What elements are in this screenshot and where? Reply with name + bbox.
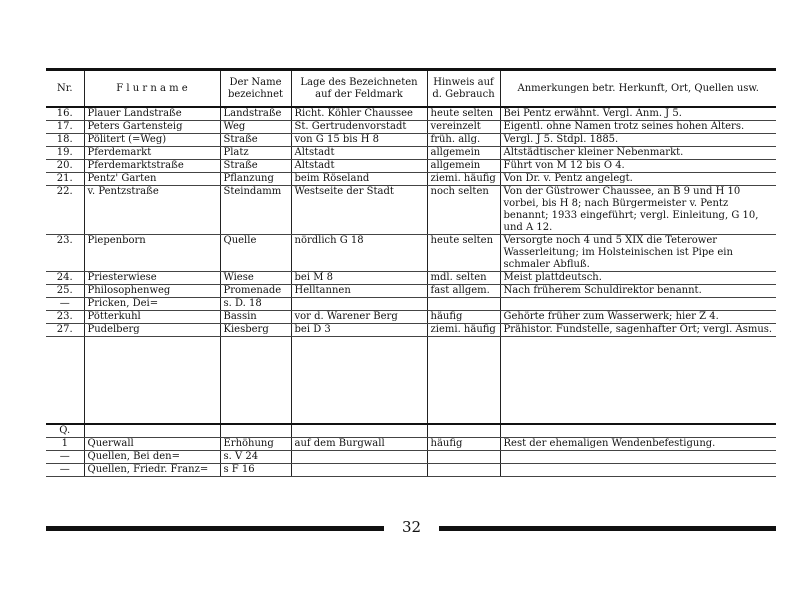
row-bezeichnet: Platz [220,147,291,160]
row-bezeichnet: s. D. 18 [220,298,291,311]
row-lage: Richt. Köhler Chaussee [291,107,427,121]
row-anmerkungen: Vergl. J 5. Stdpl. 1885. [500,134,776,147]
row-bezeichnet: Weg [220,121,291,134]
row-lage: auf dem Burgwall [291,438,427,451]
table-row [46,173,776,186]
table-row [46,285,776,298]
row-anmerkungen: Führt von M 12 bis O 4. [500,160,776,173]
table-row [46,160,776,173]
header-bezeichnet: Der Name bezeichnet [220,71,291,107]
row-anmerkungen: Prähistor. Fundstelle, sagenhafter Ort; vergl. Asmus. [500,324,776,337]
row-nr: 17. [46,121,84,134]
row-flurname: Pudelberg [84,324,220,337]
row-flurname: Pötterkuhl [84,311,220,324]
row-lage: bei D 3 [291,324,427,337]
row-flurname: Pferdemarktstraße [84,160,220,173]
row-flurname: Querwall [84,438,220,451]
row-flurname: Quellen, Friedr. Franz= [84,464,220,477]
row-nr: 20. [46,160,84,173]
row-nr: 25. [46,285,84,298]
row-hinweis: allgemein [427,147,500,160]
row-bezeichnet: Straße [220,160,291,173]
row-nr: — [46,298,84,311]
row-anmerkungen: Meist plattdeutsch. [500,272,776,285]
row-anmerkungen [500,451,776,464]
row-hinweis: häufig [427,438,500,451]
row-bezeichnet: Landstraße [220,107,291,121]
row-hinweis [427,298,500,311]
row-lage [291,298,427,311]
row-hinweis: früh. allg. [427,134,500,147]
row-flurname: Pricken, Dei= [84,298,220,311]
row-hinweis: vereinzelt [427,121,500,134]
row-lage [291,464,427,477]
row-lage: St. Gertrudenvorstadt [291,121,427,134]
row-lage: Helltannen [291,285,427,298]
row-nr: — [46,464,84,477]
row-bezeichnet: Steindamm [220,186,291,235]
row-bezeichnet: Pflanzung [220,173,291,186]
row-anmerkungen [500,464,776,477]
row-flurname: Quellen, Bei den= [84,451,220,464]
row-bezeichnet: s. V 24 [220,451,291,464]
row-lage: Westseite der Stadt [291,186,427,235]
row-hinweis: häufig [427,311,500,324]
row-lage: nördlich G 18 [291,235,427,272]
header-hinweis: Hinweis auf d. Gebrauch [427,71,500,107]
row-anmerkungen: Von der Güstrower Chaussee, an B 9 und H 10 vorbei, bis H 8; nach Bürgermeister v. Pentz benannt; 1933 eingeführt; vergl. Einleitung, G 10, und A 12. [500,186,776,235]
row-hinweis: mdl. selten [427,272,500,285]
row-anmerkungen: Altstädtischer kleiner Nebenmarkt. [500,147,776,160]
header-anmerkungen: Anmerkungen betr. Herkunft, Ort, Quellen usw. [500,71,776,107]
table-row [46,272,776,285]
row-flurname: Peters Gartensteig [84,121,220,134]
row-bezeichnet: Kiesberg [220,324,291,337]
row-flurname: Pölitert (=Weg) [84,134,220,147]
row-lage: vor d. Warener Berg [291,311,427,324]
table-row [46,438,776,451]
row-nr: 23. [46,235,84,272]
row-anmerkungen [500,298,776,311]
row-nr: 27. [46,324,84,337]
table-row [46,134,776,147]
table-header-row [46,71,776,107]
footer-rule-right [439,526,776,531]
row-hinweis: allgemein [427,160,500,173]
row-nr: 16. [46,107,84,121]
row-nr: 18. [46,134,84,147]
row-hinweis: heute selten [427,107,500,121]
row-bezeichnet: s F 16 [220,464,291,477]
page-footer [46,518,776,536]
table-row [46,107,776,121]
row-nr: 23. [46,311,84,324]
row-nr: 21. [46,173,84,186]
row-flurname: v. Pentzstraße [84,186,220,235]
row-nr: 22. [46,186,84,235]
row-flurname: Priesterwiese [84,272,220,285]
row-bezeichnet: Quelle [220,235,291,272]
table-row [46,186,776,235]
section-row [46,424,776,438]
row-hinweis: noch selten [427,186,500,235]
row-hinweis: ziemi. häufig [427,324,500,337]
row-anmerkungen: Bei Pentz erwähnt. Vergl. Anm. J 5. [500,107,776,121]
table-row [46,464,776,477]
table-row [46,121,776,134]
page-number: 32 [401,518,422,536]
row-anmerkungen: Eigentl. ohne Namen trotz seines hohen Alters. [500,121,776,134]
table-row [46,147,776,160]
row-bezeichnet: Bassin [220,311,291,324]
field-names-table [46,71,776,477]
row-nr: — [46,451,84,464]
row-bezeichnet: Straße [220,134,291,147]
row-anmerkungen: Nach früherem Schuldirektor benannt. [500,285,776,298]
row-flurname: Plauer Landstraße [84,107,220,121]
row-anmerkungen: Rest der ehemaligen Wendenbefestigung. [500,438,776,451]
row-bezeichnet: Erhöhung [220,438,291,451]
row-lage: beim Röseland [291,173,427,186]
table-row [46,298,776,311]
row-lage: Altstadt [291,160,427,173]
row-lage [291,451,427,464]
table-row [46,451,776,464]
footer-rule-left [46,526,384,531]
row-flurname: Pferdemarkt [84,147,220,160]
row-flurname: Pentz' Garten [84,173,220,186]
row-nr: 19. [46,147,84,160]
row-hinweis [427,451,500,464]
row-bezeichnet: Wiese [220,272,291,285]
row-nr: 1 [46,438,84,451]
header-lage: Lage des Bezeichneten auf der Feldmark [291,71,427,107]
row-anmerkungen: Von Dr. v. Pentz angelegt. [500,173,776,186]
row-nr: 24. [46,272,84,285]
row-hinweis: ziemi. häufig [427,173,500,186]
header-flurname: F l u r n a m e [84,71,220,107]
row-lage: von G 15 bis H 8 [291,134,427,147]
row-anmerkungen: Versorgte noch 4 und 5 XIX die Teterower Wasserleitung; im Holsteinischen ist Pipe ein schmaler Abfluß. [500,235,776,272]
row-hinweis: heute selten [427,235,500,272]
table-blank-row [46,337,776,425]
row-bezeichnet: Promenade [220,285,291,298]
row-anmerkungen: Gehörte früher zum Wasserwerk; hier Z 4. [500,311,776,324]
row-hinweis [427,464,500,477]
table-row [46,324,776,337]
table-row [46,235,776,272]
row-flurname: Piepenborn [84,235,220,272]
row-flurname: Philosophenweg [84,285,220,298]
table-row [46,311,776,324]
row-hinweis: fast allgem. [427,285,500,298]
row-lage: bei M 8 [291,272,427,285]
section-label: Q. [46,424,84,438]
row-lage: Altstadt [291,147,427,160]
header-nr: Nr. [46,71,84,107]
